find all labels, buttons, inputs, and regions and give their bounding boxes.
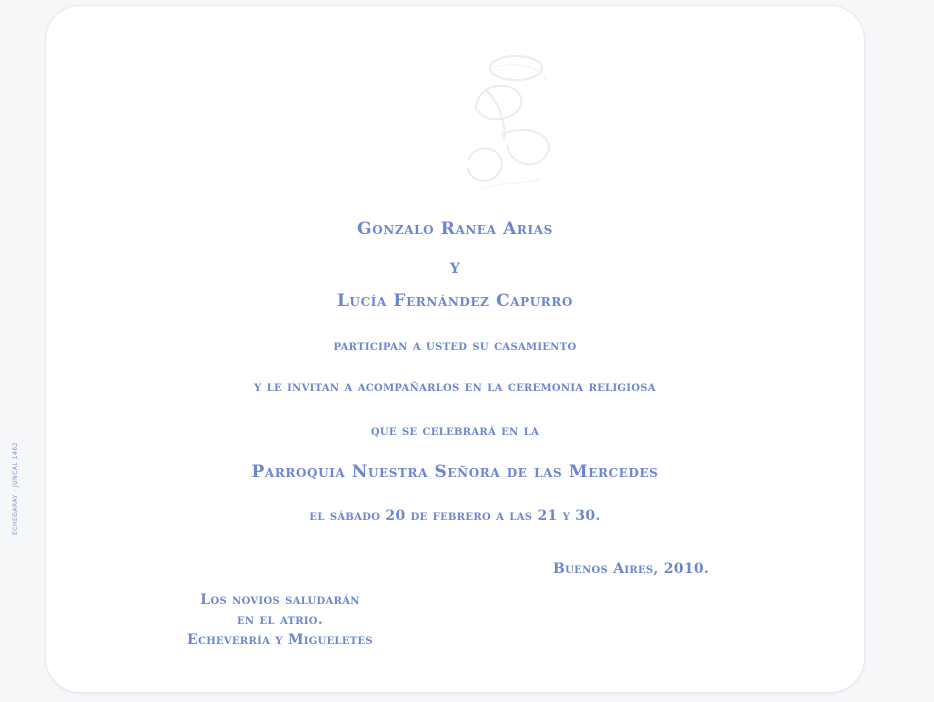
date-time: el sábado 20 de febrero a las 21 y 30. [309, 508, 601, 524]
announcement-line: participan a usted su casamiento [333, 338, 577, 354]
invitation-line: y le invitan a acompañarlos en la ceremonia religiosa [254, 379, 656, 395]
bride-name: Lucía Fernández Capurro [336, 291, 573, 311]
greeting-line-1: Los novios saludarán [200, 592, 360, 608]
conjunction: Y [449, 261, 461, 277]
greeting-line-3: Echeverría y Migueletes [187, 632, 373, 648]
church-name: Parroquia Nuestra Señora de las Mercedes [251, 462, 659, 482]
groom-name: Gonzalo Ranea Arias [357, 219, 553, 239]
place-year: Buenos Aires, 2010. [553, 561, 710, 577]
embossed-monogram-icon [446, 40, 576, 200]
celebration-line: que se celebrará en la [370, 423, 540, 439]
greeting-block [140, 590, 420, 650]
printer-imprint: ECHEGARAY · JUNCAL 1462 [12, 442, 19, 535]
greeting-line-2: en el atrio. [237, 612, 323, 628]
